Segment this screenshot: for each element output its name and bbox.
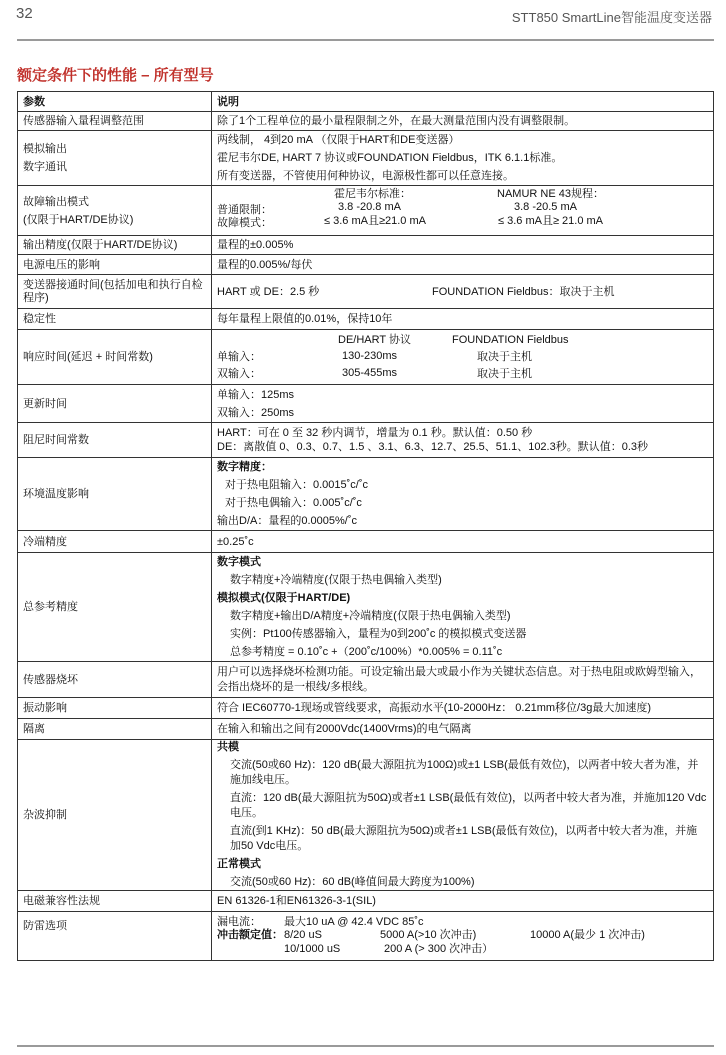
param-cell: 传感器烧坏 (18, 662, 212, 698)
value: 305-455ms (342, 367, 398, 379)
param-line: (仅限于HART/DE协议) (23, 213, 134, 226)
table-header-row (18, 92, 714, 112)
desc-line: HART：可在 0 至 32 秒内调节，增量为 0.1 秒。默认值：0.50 秒 (217, 427, 533, 439)
desc-cell (212, 458, 714, 531)
param-cell: 稳定性 (18, 309, 212, 330)
value: 3.8 -20.8 mA (338, 201, 401, 213)
table-row (18, 698, 714, 719)
desc-part: FOUNDATION Fieldbus：取决于主机 (432, 286, 615, 298)
desc-line: 交流(50或60 Hz)：120 dB(最大源阻抗为100Ω)或±1 LSB(最低有效位)，以两者中较大者为准，并施加线电压。 (230, 759, 699, 786)
desc-cell: 符合 IEC60770-1现场或管线要求，高振动水平(10-2000Hz： 0.21mm移位/3g最大加速度) (212, 698, 714, 719)
desc-cell: ±0.25˚c (212, 531, 714, 553)
table-row (18, 891, 714, 912)
desc-line: 交流(50或60 Hz)：60 dB(峰值间最大跨度为100%) (230, 876, 475, 888)
table-row (18, 186, 714, 236)
col-heading: NAMUR NE 43规程： (497, 188, 604, 200)
desc-line: 双输入：250ms (217, 406, 295, 419)
table-row (18, 553, 714, 662)
desc-line: 实例：Pt100传感器输入，量程为0到200˚c 的模拟模式变送器 (230, 628, 527, 640)
desc-line: 总参考精度 = 0.10˚c +（200˚c/100%）*0.005% = 0.11˚c (230, 646, 503, 658)
value: ≤ 3.6 mA且≥21.0 mA (324, 215, 426, 227)
value: 最大10 uA @ 42.4 VDC 85˚c (284, 916, 424, 928)
value: 5000 A(>10 次冲击) (380, 929, 477, 941)
value: 3.8 -20.5 mA (514, 201, 577, 213)
row-label: 故障模式： (217, 217, 272, 229)
value: 10000 A(最少 1 次冲击) (530, 929, 645, 941)
desc-line: 两线制， 4到20 mA （仅限于HART和DE变送器） (217, 134, 460, 146)
value: 8/20 uS (284, 929, 322, 941)
param-cell: 环境温度影响 (18, 458, 212, 531)
desc-line: 数字模式 (217, 556, 261, 568)
table-row (18, 330, 714, 385)
value: 130-230ms (342, 350, 398, 362)
table-row (18, 112, 714, 131)
param-cell (18, 131, 212, 186)
table-row (18, 912, 714, 961)
param-cell: 电源电压的影响 (18, 255, 212, 275)
column-header-desc: 说明 (212, 92, 714, 112)
desc-line: 数字精度+输出D/A精度+冷端精度(仅限于热电偶输入类型) (230, 610, 511, 622)
desc-line: 数字精度+冷端精度(仅限于热电偶输入类型) (230, 574, 442, 586)
spec-table (17, 91, 714, 961)
param-cell: 电磁兼容性法规 (18, 891, 212, 912)
desc-line: 共模 (217, 741, 239, 753)
desc-cell: 量程的±0.005% (212, 236, 714, 255)
desc-line: 直流：120 dB(最大源阻抗为50Ω)或者±1 LSB(最低有效位)，以两者中较大者为准，并施加120 Vdc电压。 (230, 792, 707, 819)
param-line: 故障输出模式 (23, 195, 89, 208)
param-cell: 冷端精度 (18, 531, 212, 553)
desc-cell: 除了1个工程单位的最小量程限制之外，在最大测量范围内没有调整限制。 (212, 112, 714, 131)
desc-cell (212, 385, 714, 423)
value: 10/1000 uS (284, 943, 341, 955)
param-cell (18, 186, 212, 236)
table-row (18, 236, 714, 255)
desc-cell (212, 186, 714, 236)
table-row (18, 662, 714, 698)
row-label: 普通限制： (217, 204, 272, 216)
row-label: 单输入： (217, 351, 261, 363)
param-cell: 阻尼时间常数 (18, 423, 212, 458)
desc-cell (212, 275, 714, 309)
desc-line: 对于热电偶输入：0.005˚c/˚c (225, 497, 362, 509)
desc-line: 模拟模式(仅限于HART/DE) (217, 592, 351, 604)
col-heading: 霍尼韦尔标准： (334, 188, 411, 200)
desc-line: 对于热电阻输入：0.0015˚c/˚c (225, 479, 369, 491)
param-cell: 响应时间(延迟 + 时间常数) (18, 330, 212, 385)
row-label: 双输入： (217, 368, 261, 380)
desc-cell: 在输入和输出之间有2000Vdc(1400Vrms)的电气隔离 (212, 719, 714, 740)
param-cell: 输出精度(仅限于HART/DE协议) (18, 236, 212, 255)
desc-cell (212, 912, 714, 961)
document-title: STT850 SmartLine智能温度变送器 (511, 10, 712, 25)
value: 取决于主机 (477, 368, 532, 380)
desc-cell (212, 423, 714, 458)
row-label: 冲击额定值： (217, 929, 283, 941)
table-row (18, 275, 714, 309)
table-row (18, 255, 714, 275)
table-row (18, 458, 714, 531)
col-heading: DE/HART 协议 (338, 334, 411, 346)
desc-line: 输出D/A：量程的0.0005%/˚c (217, 515, 357, 527)
desc-cell (212, 553, 714, 662)
param-cell: 总参考精度 (18, 553, 212, 662)
value: ≤ 3.6 mA且≥ 21.0 mA (498, 215, 603, 227)
param-cell: 隔离 (18, 719, 212, 740)
desc-cell: 每年量程上限值的0.01%，保持10年 (212, 309, 714, 330)
table-row (18, 531, 714, 553)
table-row (18, 740, 714, 891)
desc-line: 所有变送器，不管使用何种协议，电源极性都可以任意连接。 (217, 170, 514, 182)
section-title: 额定条件下的性能 – 所有型号 (17, 67, 214, 84)
col-heading: FOUNDATION Fieldbus (452, 334, 569, 346)
column-header-param: 参数 (18, 92, 212, 112)
desc-line: DE：离散值 0、0.3、0.7、1.5 、3.1、6.3、12.7、25.5、51.1、102.3秒。默认值：0.3秒 (217, 441, 649, 453)
desc-line: 霍尼韦尔DE, HART 7 协议或FOUNDATION Fieldbus，ITK 6.1.1标准。 (217, 152, 563, 164)
desc-line: 直流(到1 KHz)：50 dB(最大源阻抗为50Ω)或者±1 LSB(最低有效位)，以两者中较大者为准，并施加50 Vdc电压。 (230, 825, 698, 852)
param-cell: 变送器接通时间(包括加电和执行自检程序) (18, 275, 212, 309)
header-divider (17, 39, 714, 41)
value: 200 A (> 300 次冲击） (384, 943, 494, 955)
desc-line: 正常模式 (217, 858, 261, 870)
desc-cell (212, 740, 714, 891)
desc-cell: 量程的0.005%/每伏 (212, 255, 714, 275)
table-row (18, 423, 714, 458)
param-line: 数字通讯 (23, 161, 67, 173)
param-cell: 传感器输入量程调整范围 (18, 112, 212, 131)
param-cell: 振动影响 (18, 698, 212, 719)
desc-cell: EN 61326-1和EN61326-3-1(SIL) (212, 891, 714, 912)
table-row (18, 385, 714, 423)
desc-part: HART 或 DE：2.5 秒 (217, 285, 320, 298)
param-line: 模拟输出 (23, 143, 67, 155)
desc-cell (212, 131, 714, 186)
param-cell: 杂波抑制 (18, 740, 212, 891)
param-cell: 防雷选项 (18, 912, 212, 961)
desc-line: 数字精度： (217, 461, 272, 473)
value: 取决于主机 (477, 351, 532, 363)
desc-cell (212, 330, 714, 385)
desc-line: 单输入：125ms (217, 388, 295, 401)
table-row (18, 309, 714, 330)
footer-divider (17, 1045, 714, 1047)
table-row (18, 131, 714, 186)
desc-cell: 用户可以选择烧坏检测功能。可设定输出最大或最小作为关键状态信息。对于热电阻或欧姆型输入，会指出烧坏的是一根线/多根线。 (212, 662, 714, 698)
param-cell: 更新时间 (18, 385, 212, 423)
page-number: 32 (16, 5, 33, 22)
row-label: 漏电流： (217, 916, 261, 928)
table-row (18, 719, 714, 740)
